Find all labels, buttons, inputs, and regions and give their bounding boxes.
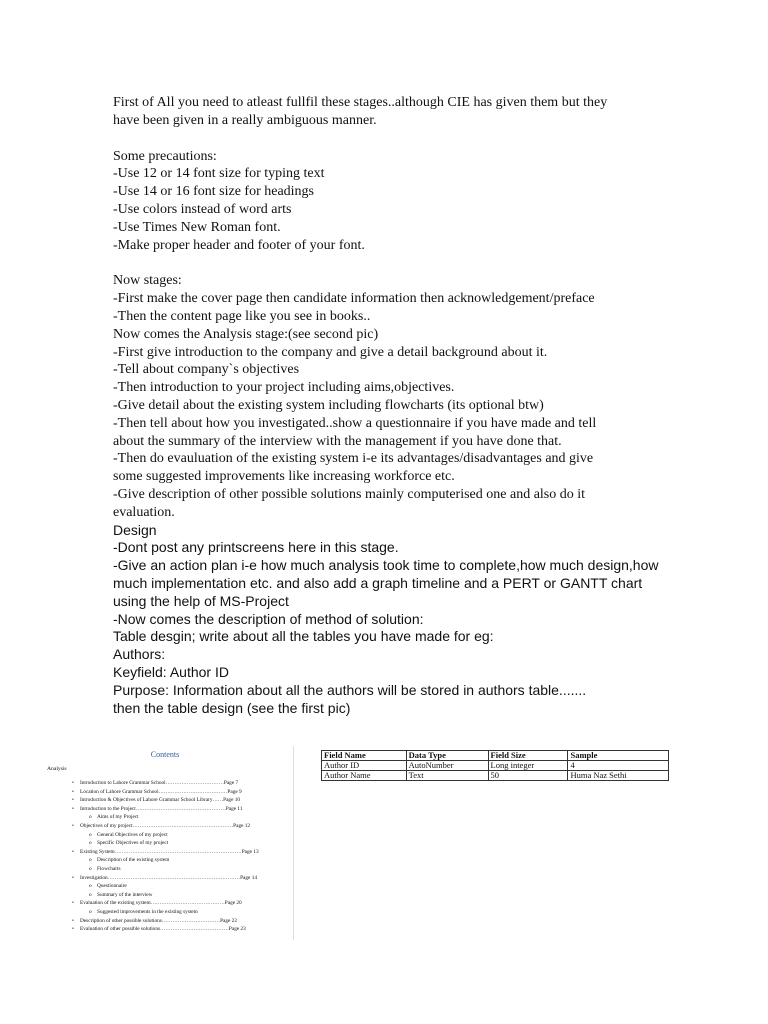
text-line: -Tell about company`s objectives [113,362,300,378]
table-design-picture [321,750,669,781]
table-cell: 50 [488,771,568,781]
contents-item [89,883,127,889]
contents-item-text: General Objectives of my project [97,831,168,838]
contents-item [72,806,243,812]
text-line: -Use 14 or 16 font size for headings [113,184,315,200]
contents-item [72,918,237,924]
text-line: -Dont post any printscreens here in this stage. [113,539,399,556]
contents-item [72,849,259,855]
text-line: Some precautions: [113,148,217,164]
bullet-icon: • [72,900,74,907]
contents-item [89,840,168,846]
contents-item-text: Flowcharts [97,866,121,872]
table-cell: AutoNumber [406,761,488,771]
text-line: Now stages: [113,273,182,289]
contents-item-text: Evaluation of the existing system……………………………………Page 20 [80,900,242,907]
header-cell: Field Name [322,751,407,761]
table-cell: Text [406,771,488,781]
bullet-icon: • [72,823,74,829]
bullet-icon: • [72,926,74,933]
text-line: -Make proper header and footer of your font. [113,237,365,253]
table-header-row [322,751,669,761]
contents-item-text: Investigation…………………………………………………………………Page 14 [80,874,257,881]
header-cell: Sample [568,751,669,761]
header-cell: Field Size [488,751,568,761]
bullet-icon: o [89,883,92,890]
bullet-icon: o [89,831,92,838]
contents-item [72,926,246,932]
precautions-list [113,148,653,255]
contents-item-text: Specific Objectives of my project [97,840,169,847]
bullet-icon: o [89,866,92,872]
text-line: much implementation etc. and also add a graph timeline and a PERT or GANTT chart [113,574,643,591]
bullet-icon: • [72,848,74,855]
bullet-icon: • [72,788,74,795]
contents-item-text: Description of other possible solutions……………………………Page 22 [80,917,237,924]
stages-list [113,272,653,521]
text-line: evaluation. [113,504,175,520]
text-line: -Give description of other possible solutions mainly computerised one and also do it [113,486,586,502]
text-line: Now comes the Analysis stage:(see second pic) [113,326,379,342]
text-line: some suggested improvements like increasing workforce etc. [113,469,455,485]
text-line: using the help of MS-Project [113,592,289,609]
text-line: then the table design (see the first pic) [113,699,351,716]
bullet-icon: o [89,909,92,915]
bullet-icon: • [72,917,74,924]
contents-section-label: Analysis [47,766,67,772]
bullet-icon: o [89,840,92,847]
document-body [113,94,659,717]
text-line: -Then do evauluation of the existing system i-e its advantages/disadvantages and give [113,451,594,467]
section-heading: Design [113,521,157,538]
contents-item [72,823,250,829]
bullet-icon: o [89,891,92,898]
text-line: -Use colors instead of word arts [113,201,292,217]
contents-item [89,909,198,915]
text-line: -First make the cover page then candidate information then acknowledgement/preface [113,291,595,307]
bullet-icon: o [89,857,92,864]
contents-item [89,892,152,898]
table-row [322,761,669,771]
text-line: Table desgin; write about all the tables you have made for eg: [113,628,494,645]
intro-paragraph [113,94,653,130]
contents-item [72,900,242,906]
contents-item-text: Introduction & Objectives of Lahore Grammar School Library……Page 10 [80,797,241,804]
bullet-icon: • [72,797,74,804]
contents-item-text: Aims of my Project [97,814,139,821]
text-line: -Now comes the description of method of solution: [113,610,424,627]
text-line: -Then introduction to your project including aims,objectives. [113,380,455,396]
bullet-icon: • [72,780,74,786]
text-line: -Give detail about the existing system including flowcharts (its optional btw) [113,397,544,413]
contents-title: Contents [150,750,180,759]
contents-item [89,866,121,872]
bullet-icon: • [72,874,74,881]
text-line: -Then the content page like you see in books.. [113,308,371,324]
text-line: -Use Times New Roman font. [113,219,281,235]
contents-item-text: Evaluation of other possible solutions…………………………………Page 23 [80,926,246,933]
contents-item [89,857,169,863]
text-line: have been given in a really ambiguous manner. [113,112,377,128]
table-cell: Author ID [322,761,407,771]
table-row [322,771,669,781]
contents-item [72,797,240,803]
text-line: Keyfield: Author ID [113,663,229,680]
contents-item-text: Existing System………………………………………………………………Page 13 [80,848,259,855]
contents-item-text: Introduction to the Project……………………………………………Page 11 [80,805,243,812]
table-cell: Long integer [488,761,568,771]
design-section [113,521,659,718]
contents-item [72,875,257,881]
text-line: Authors: [113,646,166,663]
contents-item [89,814,139,820]
text-line: Purpose: Information about all the authors will be stored in authors table....... [113,681,587,698]
bullet-icon: o [89,814,92,821]
contents-item [72,789,242,795]
contents-item-text: Description of the existing system [97,857,170,864]
header-cell: Data Type [406,751,488,761]
text-line: -Use 12 or 14 font size for typing text [113,166,325,182]
contents-item [89,832,168,838]
embedded-pictures [45,746,685,946]
contents-picture [45,746,294,940]
contents-item-text: Objectives of my project…………………………………………………Page 12 [80,823,251,829]
contents-item-text: Summary of the interview [97,891,153,898]
table-cell: Author Name [322,771,407,781]
contents-item-text: Introduction to Lahore Grammar School……………………………Page 7 [80,780,239,786]
contents-item-text: Location of Lahore Grammar School…………………………………Page 9 [80,788,242,795]
table-cell: 4 [568,761,669,771]
text-line: First of All you need to atleast fullfil these stages..although CIE has given them but they [113,95,608,110]
contents-item [72,780,238,786]
text-line: -Then tell about how you investigated..show a questionnaire if you have made and tell [113,415,597,431]
text-line: -First give introduction to the company and give a detail background about it. [113,344,548,360]
contents-item-text: Questionnaire [97,883,127,890]
table-cell: Huma Naz Sethi [568,771,669,781]
text-line: -Give an action plan i-e how much analysis took time to complete,how much design,how [113,557,659,574]
contents-item-text: Suggested improvements in the existing system [97,909,198,915]
bullet-icon: • [72,805,74,812]
text-line: about the summary of the interview with the management if you have done that. [113,433,562,449]
